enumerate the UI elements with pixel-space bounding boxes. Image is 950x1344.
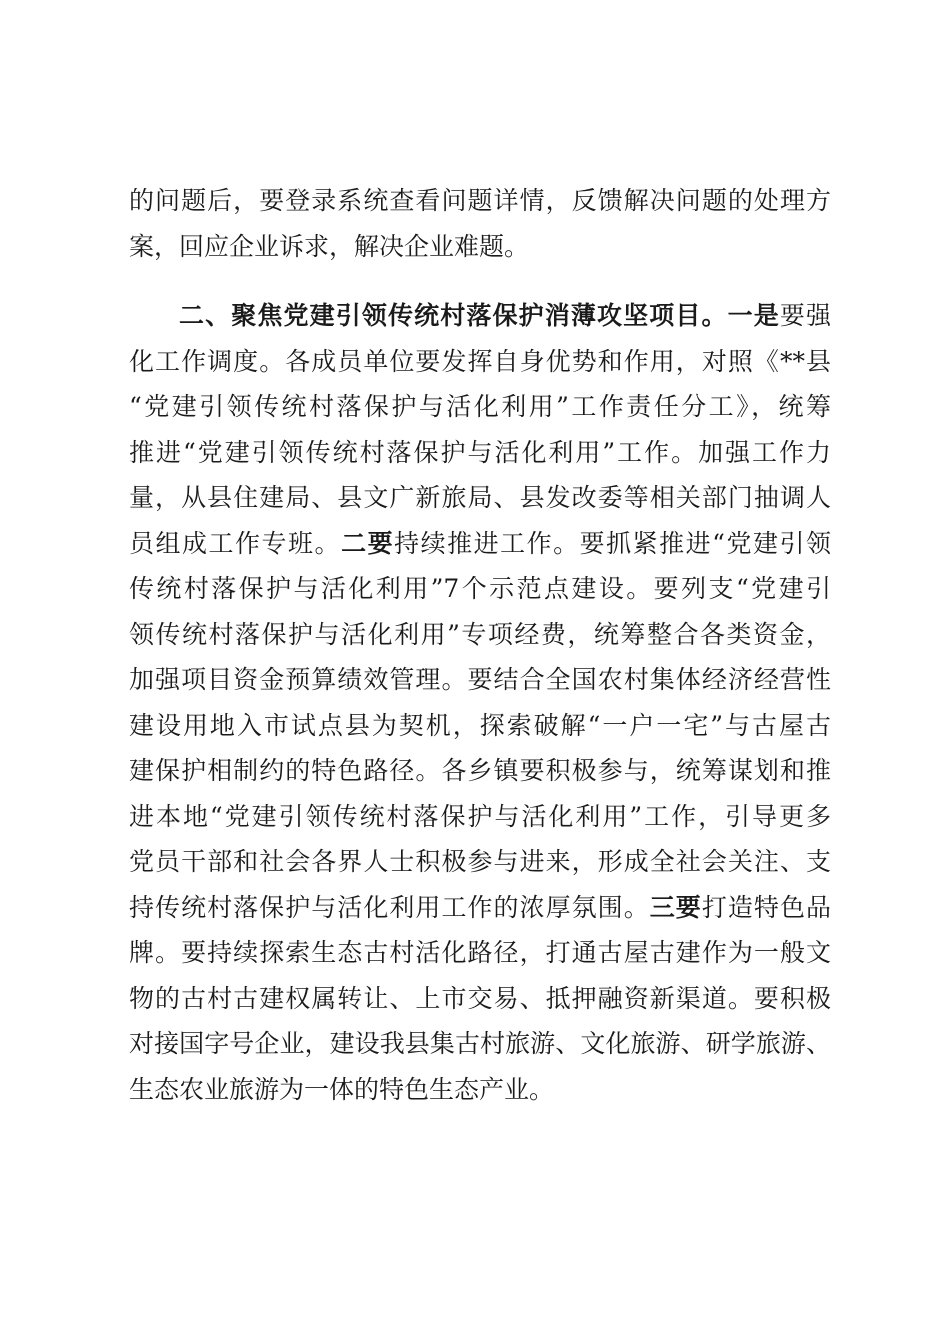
text-line: 化工作调度。各成员单位要发挥自身优势和作用，对照《**县 [129,346,831,376]
text-span: 要强 [779,301,831,330]
text-line: 牌。要持续探索生态古村活化路径，打通古屋古建作为一般文 [129,938,831,967]
point-marker-1: 一是 [727,301,780,330]
text-line: 案，回应企业诉求，解决企业难题。 [129,231,530,261]
text-line: 领传统村落保护与活化利用”专项经费，统筹整合各类资金， [129,619,831,649]
text-span: 打造特色品 [701,892,831,922]
paragraph-2 [129,293,831,1112]
text-line: 建设用地入市试点县为契机，探索破解“一户一宅”与古屋古 [129,710,831,740]
text-line: 进本地“党建引领传统村落保护与活化利用”工作，引导更多 [129,801,831,831]
paragraph-gap [129,269,831,293]
section-heading-line [129,293,831,339]
text-line: 对接国字号企业，建设我县集古村旅游、文化旅游、研学旅游、 [129,1029,831,1058]
text-span: 员组成工作专班。 [129,528,342,558]
text-line: 的问题后，要登录系统查看问题详情，反馈解决问题的处理方 [129,186,831,215]
text-line: 生态农业旅游为一体的特色生态产业。 [129,1074,555,1104]
text-span: 持传统村落保护与活化利用工作的浓厚氛围。 [129,892,650,922]
text-line: 建保护相制约的特色路径。各乡镇要积极参与，统筹谋划和推 [129,756,831,785]
paragraph-1 [129,178,831,269]
point-marker-2: 二要 [341,528,395,558]
text-line: 推进“党建引领传统村落保护与活化利用”工作。加强工作力 [129,437,831,467]
text-line: 加强项目资金预算绩效管理。要结合全国农村集体经济经营性 [129,665,831,694]
text-line: 物的古村古建权属转让、上市交易、抵押融资新渠道。要积极 [129,983,831,1013]
text-span: 持续推进工作。要抓紧推进“党建引领 [394,528,831,558]
text-line: 党员干部和社会各界人士积极参与进来，形成全社会关注、支 [129,847,831,876]
text-line: 量，从县住建局、县文广新旅局、县发改委等相关部门抽调人 [129,483,831,512]
text-line [129,521,831,567]
text-line: “党建引领传统村落保护与活化利用”工作责任分工》，统筹 [129,392,831,421]
section-heading: 二、聚焦党建引领传统村落保护消薄攻坚项目。 [179,301,728,330]
document-page [129,178,831,1112]
point-marker-3: 三要 [649,892,702,922]
text-line [129,885,831,931]
text-line: 传统村落保护与活化利用”7个示范点建设。要列支“党建引 [129,574,831,603]
